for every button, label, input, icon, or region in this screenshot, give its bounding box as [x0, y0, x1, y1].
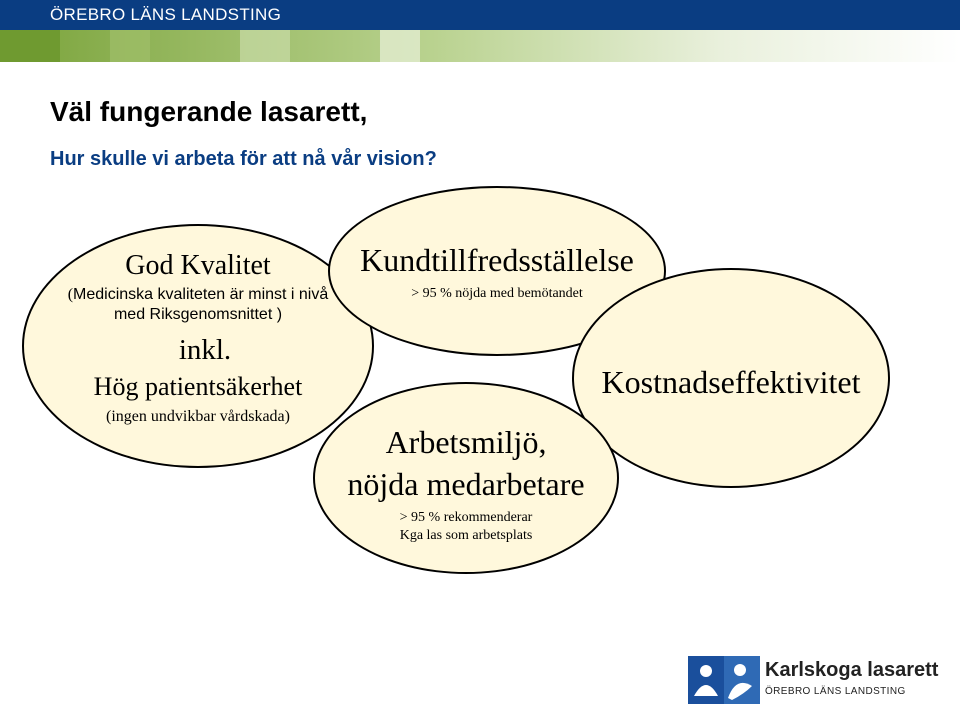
quality-heading: God Kvalitet: [125, 250, 271, 281]
logo-name: Karlskoga lasarett: [765, 659, 939, 681]
cost-heading: Kostnadseffektivitet: [601, 364, 861, 400]
quality-safety-note: (ingen undvikbar vårdskada): [106, 408, 290, 425]
workenv-note-line1: > 95 % rekommenderar: [399, 510, 533, 525]
satisfaction-note: > 95 % nöjda med bemötandet: [411, 286, 583, 301]
workenv-heading-line1: Arbetsmiljö,: [385, 424, 547, 460]
page-title: Väl fungerande lasarett,: [50, 96, 368, 127]
quality-detail-line1: [22, 286, 374, 304]
quality-incl: inkl.: [178, 334, 232, 366]
quality-detail-line2: med Riksgenomsnittet ): [113, 306, 283, 323]
quality-safety: Hög patientsäkerhet: [93, 372, 303, 401]
org-name: ÖREBRO LÄNS LANDSTING: [50, 5, 282, 24]
quality-paren: (: [67, 286, 74, 303]
green-gradient-bar: [0, 30, 960, 62]
satisfaction-heading: Kundtillfredsställelse: [360, 242, 634, 278]
logo-org: ÖREBRO LÄNS LANDSTING: [765, 686, 906, 697]
quality-detail-text: Medicinska kvaliteten är minst i nivå: [73, 286, 329, 303]
workenv-note-line2: Kga las som arbetsplats: [399, 528, 533, 543]
karlskoga-logo-icon: [688, 656, 760, 704]
workenv-heading-line2: nöjda medarbetare: [347, 466, 585, 502]
page-subtitle: Hur skulle vi arbeta för att nå vår vision?: [50, 148, 437, 170]
